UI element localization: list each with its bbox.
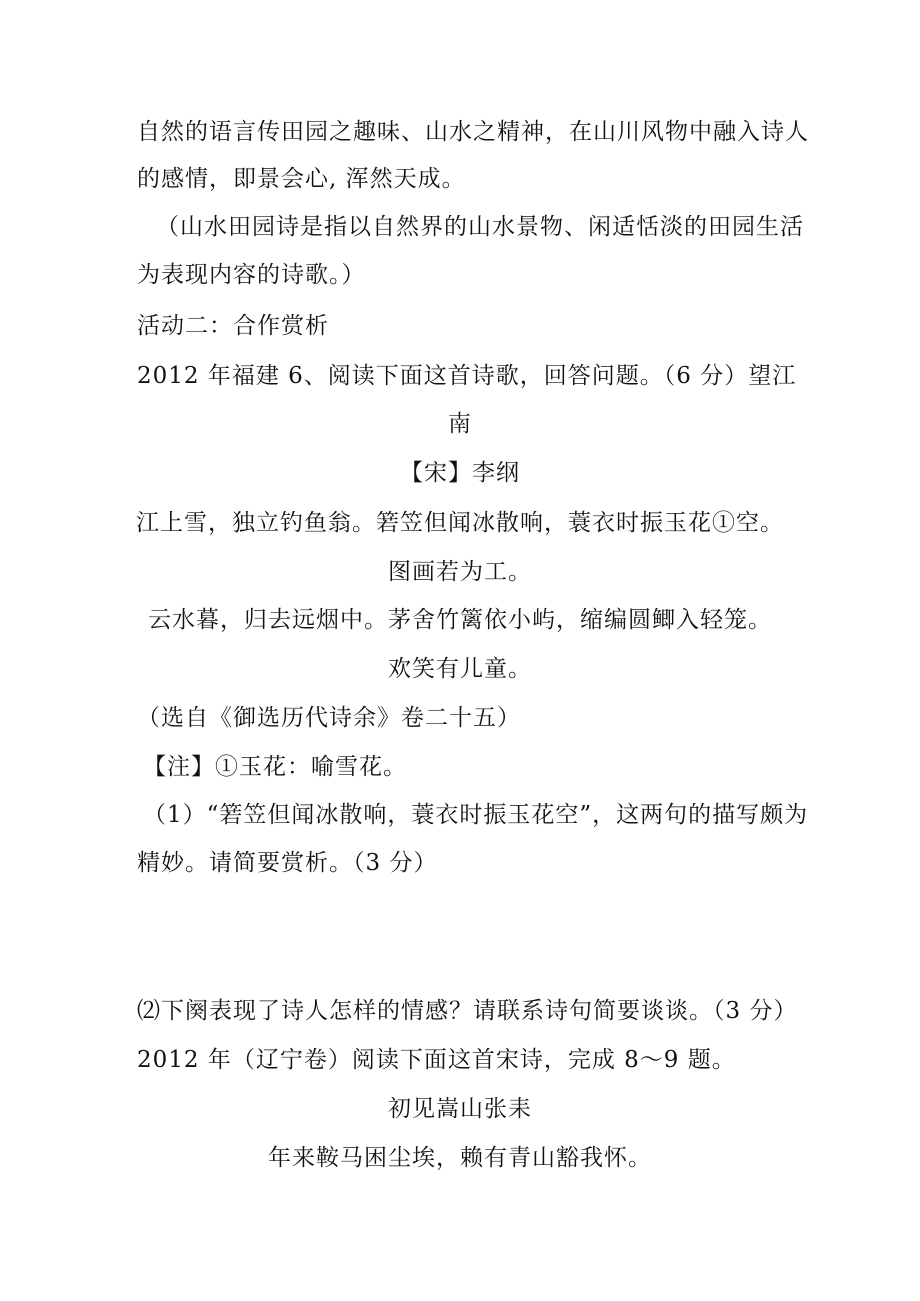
poem-source: （选自《御选历代诗余》卷二十五） bbox=[137, 705, 521, 731]
text-line: 为表现内容的诗歌。） bbox=[137, 262, 366, 288]
poem-line: 图画若为工。 bbox=[388, 559, 532, 585]
question-1: （1）“箬笠但闻冰散响，蓑衣时振玉花空”，这两句的描写颇为 bbox=[143, 802, 809, 828]
text-line: 的感情，即景会心, 浑然天成。 bbox=[137, 166, 466, 192]
question-intro: 2012 年（辽宁卷）阅读下面这首宋诗，完成 8～9 题。 bbox=[137, 1047, 736, 1073]
question-2: ⑵下阕表现了诗人怎样的情感？请联系诗句简要谈谈。（3 分） bbox=[137, 998, 798, 1024]
poem-note: 【注】①玉花：喻雪花。 bbox=[143, 754, 407, 780]
text-line: （山水田园诗是指以自然界的山水景物、闲适恬淡的田园生活 bbox=[156, 214, 804, 240]
section-heading: 活动二：合作赏析 bbox=[137, 313, 329, 339]
poem-title-continued: 南 bbox=[448, 411, 472, 437]
poem-title-author: 初见嵩山张耒 bbox=[388, 1096, 532, 1122]
poem-author: 【宋】李纲 bbox=[400, 460, 520, 486]
question-intro: 2012 年福建 6、阅读下面这首诗歌，回答问题。（6 分）望江 bbox=[137, 363, 797, 389]
poem-line: 云水暮，归去远烟中。茅舍竹篱依小屿，缩编圆鲫入轻笼。 bbox=[148, 607, 772, 633]
question-1-continued: 精妙。请简要赏析。（3 分） bbox=[137, 850, 438, 876]
text-line: 自然的语言传田园之趣味、山水之精神，在山川风物中融入诗人 bbox=[137, 119, 809, 145]
poem-line: 江上雪，独立钓鱼翁。箬笠但闻冰散响，蓑衣时振玉花①空。 bbox=[136, 510, 784, 536]
poem-line: 年来鞍马困尘埃，赖有青山豁我怀。 bbox=[268, 1145, 652, 1171]
poem-line: 欢笑有儿童。 bbox=[388, 656, 532, 682]
